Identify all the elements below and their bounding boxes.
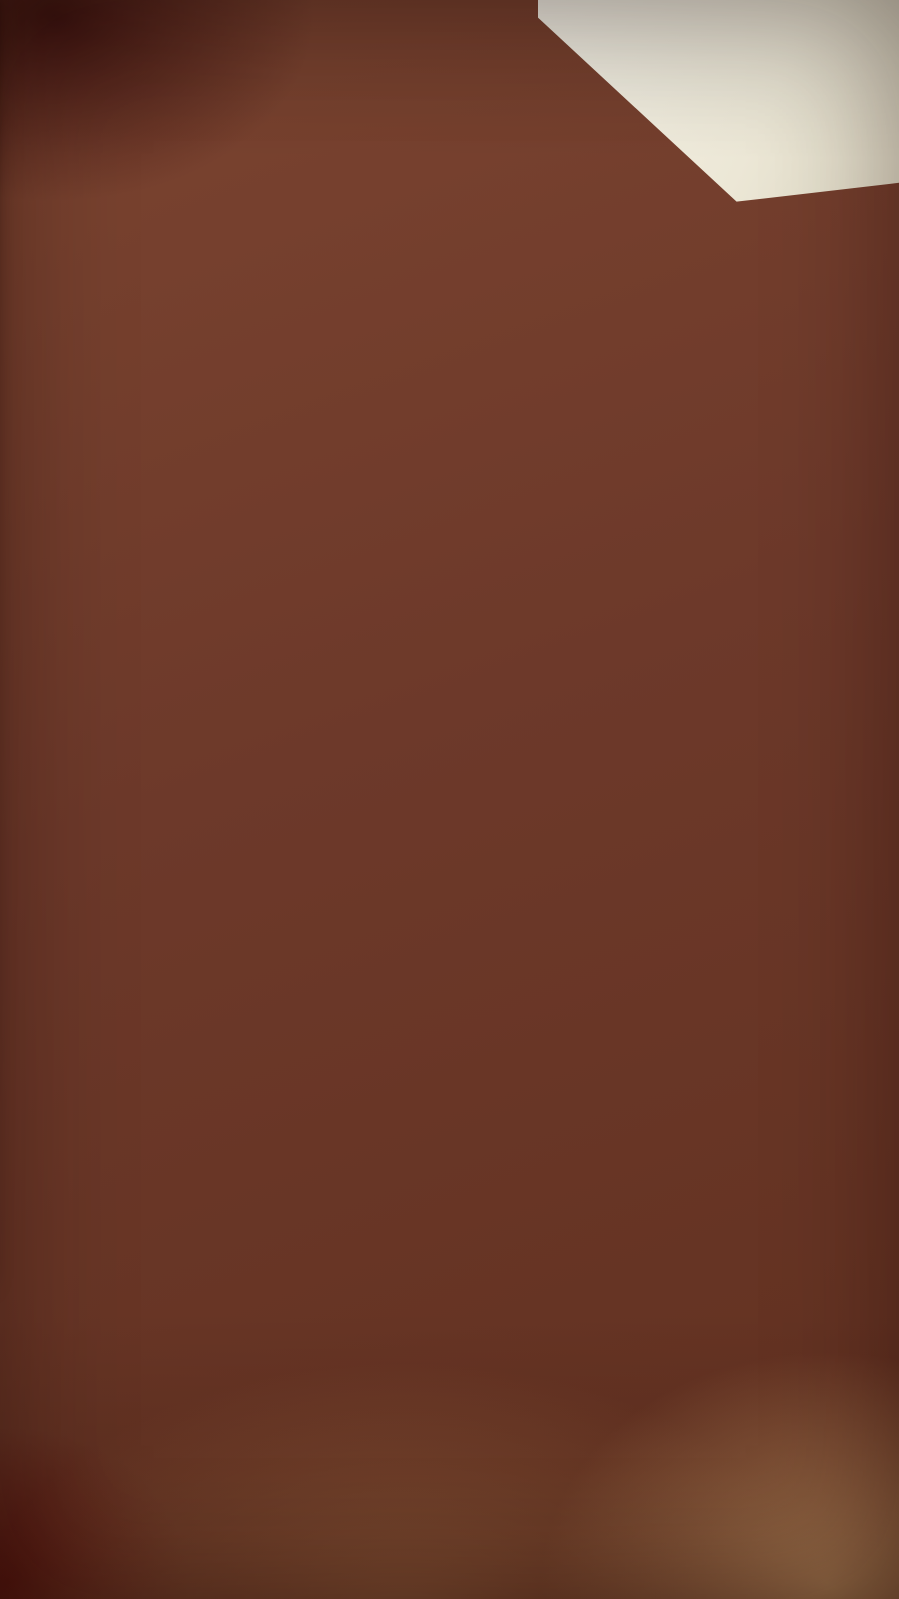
background-paper-sheet <box>538 0 899 230</box>
